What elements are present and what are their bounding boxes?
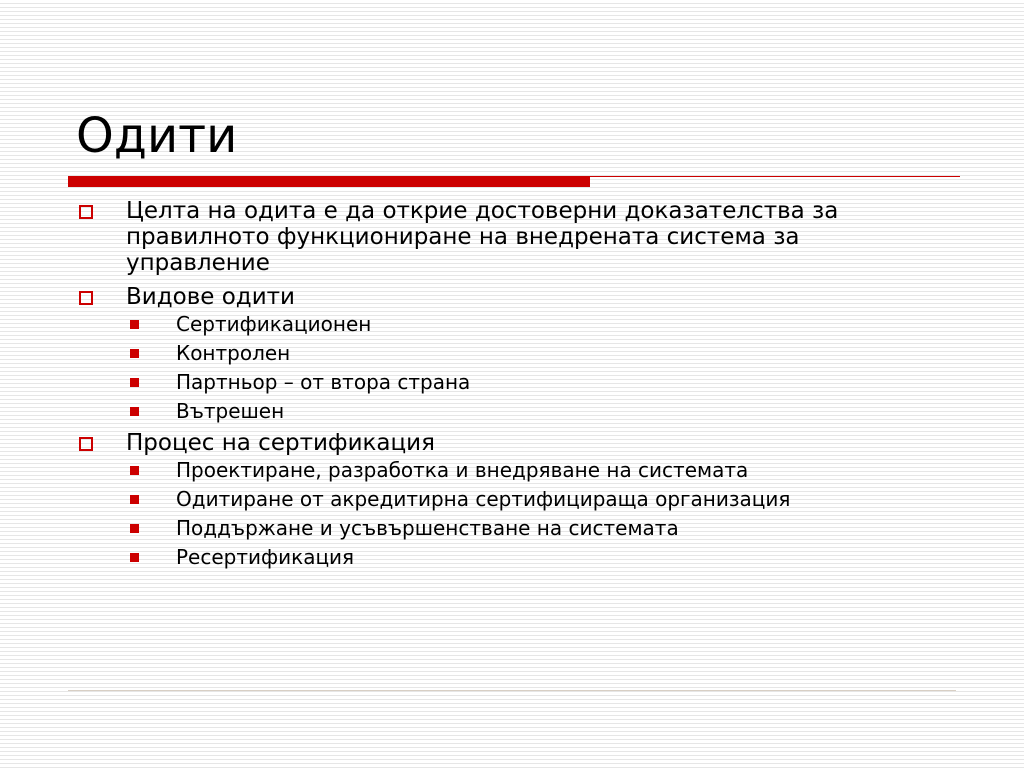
title-underline-thick <box>68 176 590 187</box>
sub-bullet-item <box>76 310 976 339</box>
filled-square-icon <box>130 378 139 387</box>
bullet-text: Процес на сертификация <box>126 430 435 456</box>
sub-bullet-item <box>76 456 976 485</box>
bullet-item-audit-goal <box>76 198 976 276</box>
hollow-square-icon <box>79 437 93 451</box>
filled-square-icon <box>130 524 139 533</box>
sub-bullet-item <box>76 543 976 572</box>
sub-bullet-text: Контролен <box>176 341 291 365</box>
sub-bullet-item <box>76 368 976 397</box>
sub-bullet-item <box>76 339 976 368</box>
sub-bullet-item <box>76 397 976 426</box>
sub-bullet-text: Вътрешен <box>176 399 285 423</box>
sub-bullet-item <box>76 514 976 543</box>
bullet-item-certification-process <box>76 430 976 456</box>
footer-divider <box>68 690 956 691</box>
bullet-list <box>76 198 976 572</box>
bullet-text-line-2: правилното функциониране на внедрената система за <box>126 224 800 250</box>
filled-square-icon <box>130 553 139 562</box>
filled-square-icon <box>130 495 139 504</box>
bullet-text: Видове одити <box>126 284 295 310</box>
sub-bullet-text: Проектиране, разработка и внедряване на системата <box>176 458 749 482</box>
slide-title: Одити <box>76 108 238 164</box>
sub-bullet-item <box>76 485 976 514</box>
bullet-text-line-1: Целта на одита е да открие достоверни доказателства за <box>126 198 839 224</box>
bullet-text-line-3: управление <box>126 250 270 276</box>
sub-bullet-text: Поддържане и усъвършенстване на системата <box>176 516 679 540</box>
sub-bullet-text: Партньор – от втора страна <box>176 370 471 394</box>
hollow-square-icon <box>79 291 93 305</box>
bullet-item-audit-types <box>76 284 976 310</box>
hollow-square-icon <box>79 205 93 219</box>
sub-bullet-text: Одитиране от акредитирна сертифицираща организация <box>176 487 791 511</box>
sub-bullet-text: Ресертификация <box>176 545 355 569</box>
filled-square-icon <box>130 320 139 329</box>
filled-square-icon <box>130 466 139 475</box>
sub-bullet-text: Сертификационен <box>176 312 372 336</box>
filled-square-icon <box>130 407 139 416</box>
filled-square-icon <box>130 349 139 358</box>
